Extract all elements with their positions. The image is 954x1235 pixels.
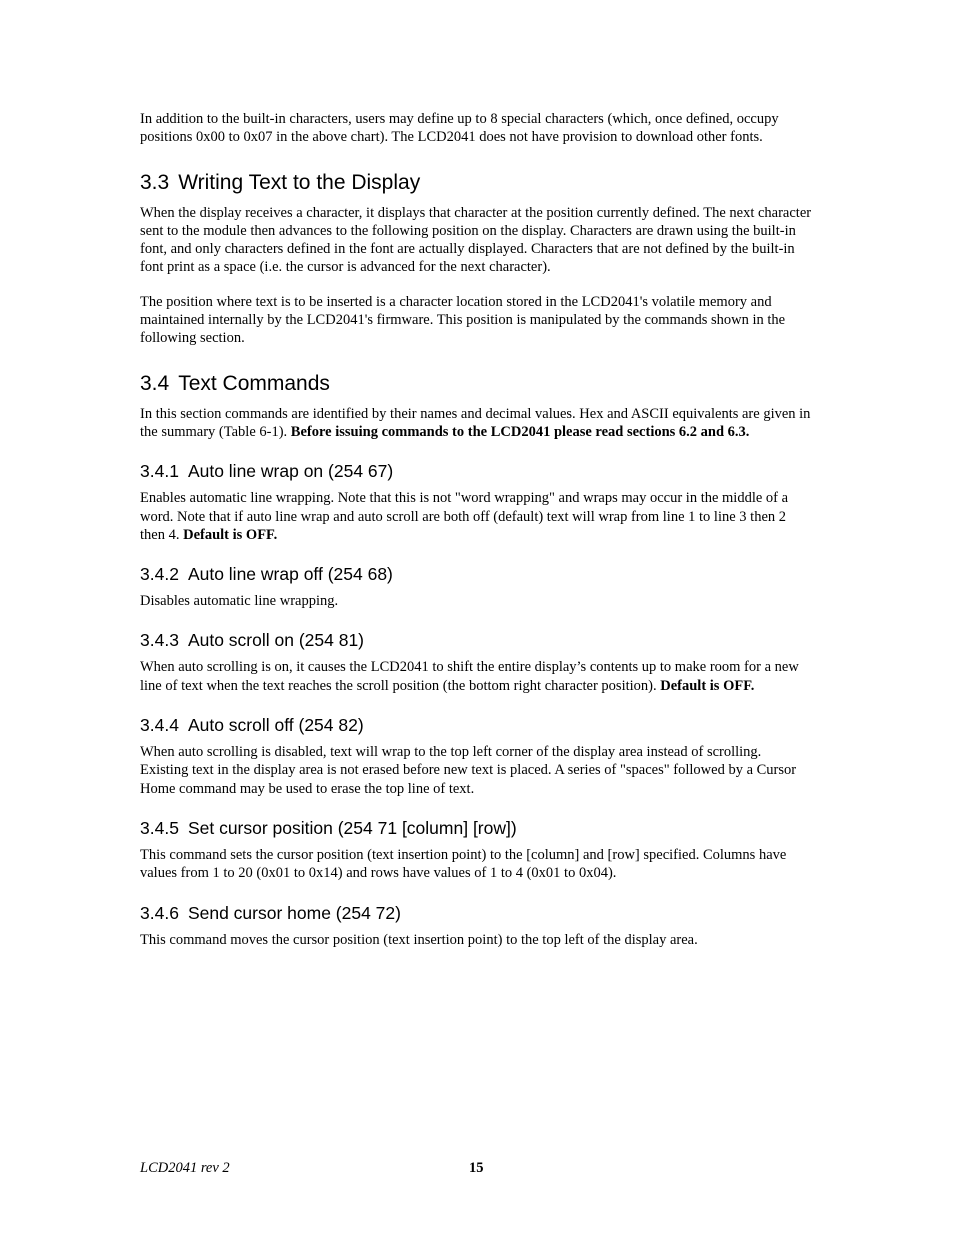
- paragraph-bold-text: Before issuing commands to the LCD2041 please read sections 6.2 and 6.3.: [290, 423, 750, 440]
- section-title: Send cursor home (254 72): [187, 902, 401, 923]
- section-number: 3.4.6: [140, 902, 179, 923]
- section-3-4-4-heading: [140, 714, 812, 736]
- section-title: Writing Text to the Display: [178, 170, 421, 194]
- section-3-3-paragraph-1: When the display receives a character, it displays that character at the position currently defined. The next character sent to the module then advances to the following position on the display. Characters are drawn using the built-in font, and only characters defined in the font are actually displayed. Characters that are not defined by the built-in font print as a space (i.e. the cursor is advanced for the next character).: [140, 204, 812, 276]
- section-number: 3.4.5: [140, 817, 179, 838]
- section-title: Set cursor position (254 71 [column] [row]): [187, 817, 517, 838]
- section-3-4-1-heading: [140, 460, 812, 482]
- section-3-3-paragraph-2: The position where text is to be inserted is a character location stored in the LCD2041's volatile memory and maintained internally by the LCD2041's firmware. This position is manipulated by the commands shown in the following section.: [140, 293, 786, 347]
- section-title: Auto scroll off (254 82): [187, 715, 364, 736]
- section-3-3-heading: [140, 170, 812, 196]
- section-3-4-5-heading: [140, 817, 812, 839]
- section-3-4-paragraph: [140, 405, 812, 442]
- paragraph-text: Enables automatic line wrapping. Note that this is not "word wrapping" and wraps may occur in the middle of a word. Note that if auto line wrap and auto scroll are both off (default) text will wrap from line 1 to line 3 then 2 then 4.: [140, 490, 789, 543]
- section-title: Auto scroll on (254 81): [187, 630, 365, 651]
- section-3-4-3-heading: [140, 629, 812, 651]
- section-title: Auto line wrap on (254 67): [187, 461, 394, 482]
- section-title: Text Commands: [178, 371, 330, 395]
- section-number: 3.4: [140, 371, 170, 395]
- section-number: 3.3: [140, 170, 170, 194]
- section-number: 3.4.1: [140, 461, 179, 482]
- section-3-4-4-paragraph: When auto scrolling is disabled, text will wrap to the top left corner of the display area instead of scrolling. Existing text in the display area is not erased before new text is placed. A series of "spaces" followed by a Cursor Home command may be used to erase the top line of text.: [140, 744, 797, 797]
- paragraph-bold-text: Default is OFF.: [183, 526, 278, 543]
- section-3-4-6-paragraph: This command moves the cursor position (text insertion point) to the top left of the display area.: [140, 931, 698, 948]
- section-3-4-2-heading: [140, 563, 812, 585]
- section-title: Auto line wrap off (254 68): [187, 564, 393, 585]
- section-number: 3.4.3: [140, 630, 179, 651]
- section-number: 3.4.4: [140, 715, 179, 736]
- document-page: [140, 110, 812, 965]
- section-3-4-6-heading: [140, 902, 812, 924]
- section-3-4-1-paragraph: [140, 489, 812, 544]
- section-3-4-2-paragraph: Disables automatic line wrapping.: [140, 593, 339, 610]
- section-3-4-5-paragraph: This command sets the cursor position (text insertion point) to the [column] and [row] specified. Columns have values from 1 to 20 (0x01 to 0x14) and rows have values of 1 to 4 (0x01 to 0x04).: [140, 846, 787, 882]
- page-number: 15: [469, 1160, 484, 1176]
- footer-document-name: LCD2041 rev 2: [140, 1160, 230, 1176]
- paragraph-text: In this section commands are identified by their names and decimal values. Hex and ASCII equivalents are given in the summary (Table 6-1).: [140, 405, 811, 440]
- paragraph-text: When auto scrolling is on, it causes the LCD2041 to shift the entire display’s contents up to make room for a new line of text when the text reaches the scroll position (the bottom right character position).: [140, 659, 799, 694]
- section-3-4-heading: [140, 371, 812, 397]
- section-number: 3.4.2: [140, 564, 179, 585]
- intro-paragraph: In addition to the built-in characters, users may define up to 8 special characters (which, once defined, occupy positions 0x00 to 0x07 in the above chart). The LCD2041 does not have provision to download other fonts.: [140, 111, 779, 146]
- section-3-4-3-paragraph: [140, 658, 812, 695]
- paragraph-bold-text: Default is OFF.: [660, 677, 755, 694]
